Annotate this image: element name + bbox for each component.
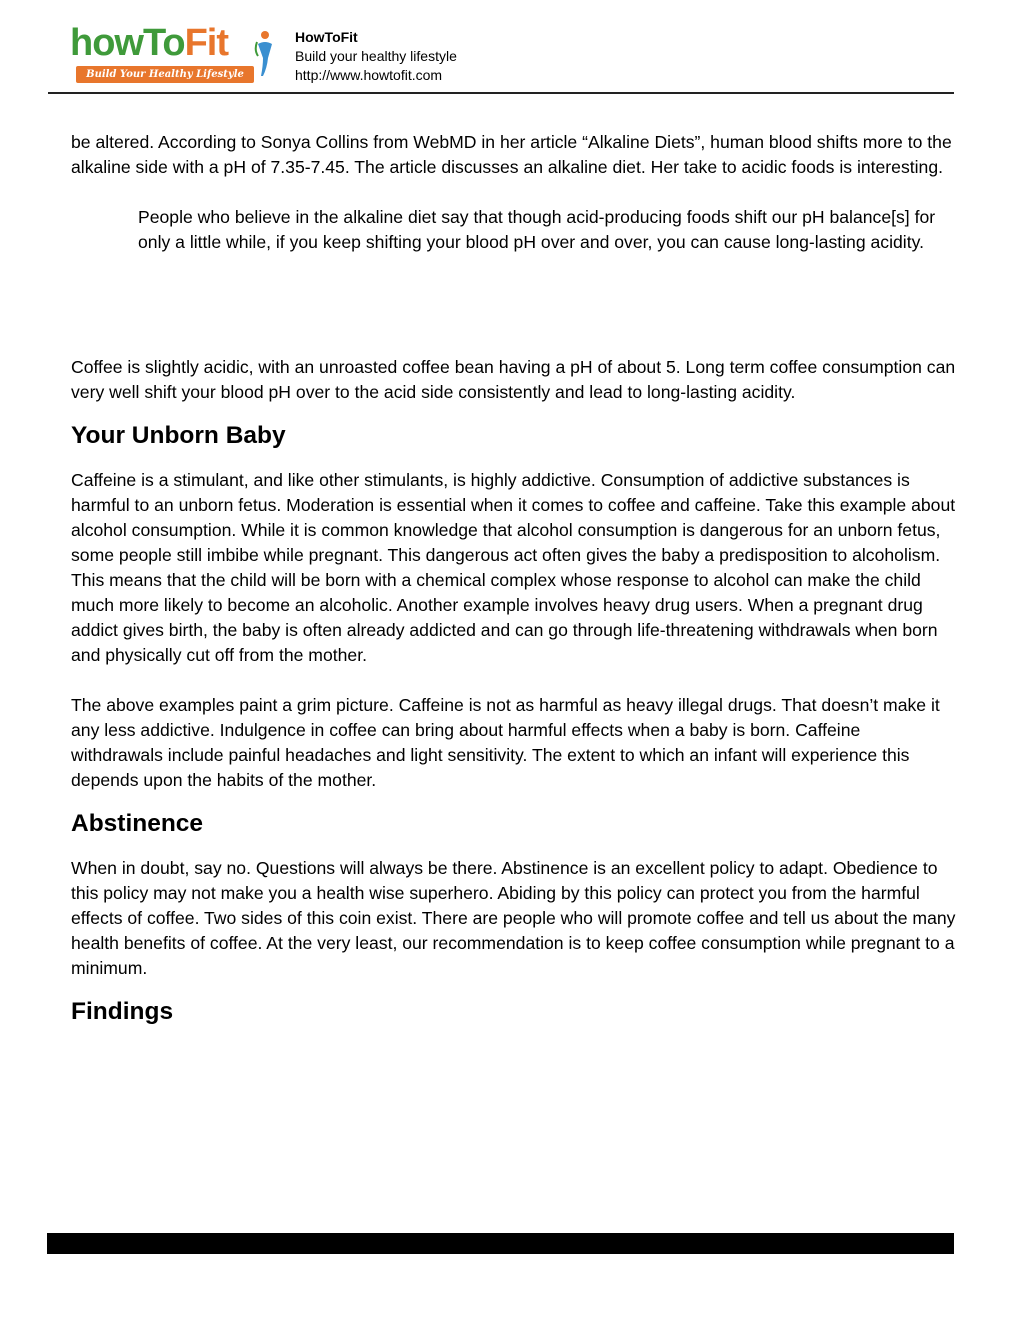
logo-word-part1: howTo bbox=[70, 22, 185, 64]
block-quote: People who believe in the alkaline diet say that though acid-producing foods shift our pH balance[s] for only a little while, if you keep shifting your blood pH over and over, you can cause long-lasting acidity. bbox=[138, 207, 936, 252]
site-slogan: Build your healthy lifestyle bbox=[295, 48, 457, 64]
paragraph-coffee-acidity: Coffee is slightly acidic, with an unroasted coffee bean having a pH of about 5. Long term coffee consumption can very well shift your blood pH over to the acid side consistently and lead to long-lasting acidity. bbox=[71, 357, 956, 402]
logo-wordmark bbox=[70, 22, 228, 65]
logo-figure-icon bbox=[254, 30, 276, 78]
logo-word-part2: Fit bbox=[184, 22, 229, 64]
paragraph-abstinence: When in doubt, say no. Questions will always be there. Abstinence is an excellent policy to adapt. Obedience to this policy may not make you a health wise superhero. Abiding by this policy can protect you from the harmful effects of coffee. Two sides of this coin exist. There are people who will promote coffee and tell us about the many health benefits of coffee. At the very least, our recommendation is to keep coffee consumption while pregnant to a minimum. bbox=[71, 858, 956, 978]
site-info bbox=[295, 28, 457, 85]
page-header bbox=[0, 0, 1024, 100]
heading-abstinence: Abstinence bbox=[71, 810, 204, 837]
heading-findings: Findings bbox=[71, 998, 174, 1025]
site-name: HowToFit bbox=[295, 29, 358, 45]
heading-your-unborn-baby: Your Unborn Baby bbox=[71, 422, 286, 449]
logo-tagline-banner: Build Your Healthy Lifestyle bbox=[76, 66, 254, 83]
header-divider bbox=[48, 92, 954, 94]
article-body bbox=[71, 130, 957, 1027]
site-url[interactable]: http://www.howtofit.com bbox=[295, 67, 443, 83]
paragraph-grim-picture: The above examples paint a grim picture. Caffeine is not as harmful as heavy illegal drugs. That doesn’t make it any less addictive. Indulgence in coffee can bring about harmful effects when a baby is born. Caffeine withdrawals include painful headaches and light sensitivity. The extent to which an infant will experience this depends upon the habits of the mother. bbox=[71, 695, 940, 790]
footer-bar bbox=[47, 1233, 954, 1254]
paragraph-intro: be altered. According to Sonya Collins from WebMD in her article “Alkaline Diets”, human blood shifts more to the alkaline side with a pH of 7.35-7.45. The article discusses an alkaline diet. Her take to acidic foods is interesting. bbox=[71, 132, 952, 177]
paragraph-caffeine-stimulant: Caffeine is a stimulant, and like other stimulants, is highly addictive. Consumption of addictive substances is harmful to an unborn fetus. Moderation is essential when it comes to coffee and caffeine. Take this example about alcohol consumption. While it is common knowledge that alcohol consumption is dangerous for an unborn fetus, some people still imbibe while pregnant. This dangerous act often gives the baby a predisposition to alcoholism. This means that the child will be born with a chemical complex whose response to alcohol can make the child much more likely to become an alcoholic. Another example involves heavy drug users. When a pregnant drug addict gives birth, the baby is often already addicted and can go through life-threatening withdrawals when born and physically cut off from the mother. bbox=[71, 470, 956, 665]
howtofit-logo bbox=[70, 22, 276, 90]
